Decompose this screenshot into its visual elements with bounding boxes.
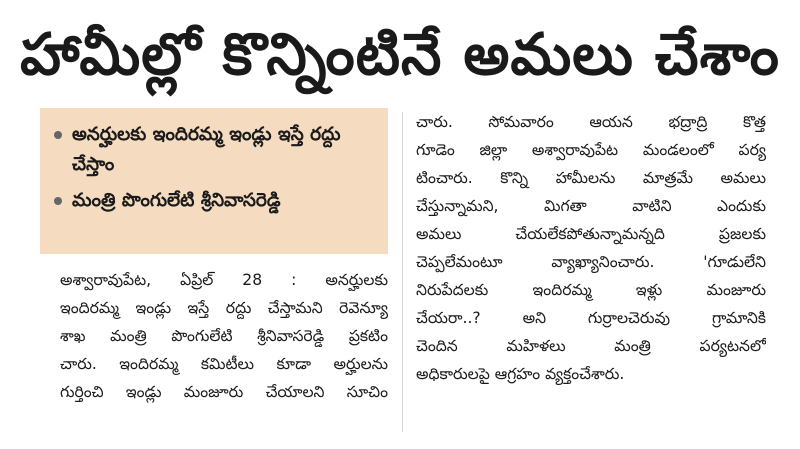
article-line: టించారు. కొన్ని హామీలను మాత్రమే అమలు [416, 169, 766, 187]
article-line: చెప్పలేమంటూ వ్యాఖ్యానించారు. 'గూడులేని [416, 253, 766, 271]
article-line: చారు. సోమవారం ఆయన భద్రాద్రి కొత్త [416, 113, 766, 131]
article-line: చెందిన మహిళలు మంత్రి పర్యటనలో [416, 337, 766, 355]
article-line: చేయరా..? అని గుర్రాలచెరువు గ్రామానికి [416, 309, 766, 327]
article-line: నిరుపేదలకు ఇందిరమ్మ ఇళ్లు మంజూరు [416, 281, 766, 299]
headline: హామీల్లో కొన్నింటినే అమలు చేశాం [20, 21, 780, 88]
article-line: అధికారులపై ఆగ్రహం వ్యక్తంచేశారు. [416, 365, 625, 383]
article-line: చేస్తున్నామని, మిగతా వాటిని ఎందుకు [416, 197, 766, 215]
column-divider [402, 112, 403, 432]
article-line: శాఖ మంత్రి పొంగులేటి శ్రీనివాసరెడ్డి ప్రకటిం [60, 327, 388, 345]
article-text-left [40, 266, 388, 406]
left-column [40, 108, 388, 440]
bullet-dot-icon [54, 197, 62, 205]
article-line: చారు. ఇందిరమ్మ కమిటీలు కూడా అర్హులను [60, 355, 388, 373]
article-line: గూడెం జిల్లా అశ్వారావుపేట మండలంలో పర్య [416, 141, 766, 159]
right-column [416, 108, 766, 440]
bullet-dot-icon [54, 131, 62, 139]
article-line: అశ్వారావుపేట, ఏప్రిల్ 28 : అనర్హులకు [60, 271, 388, 289]
highlight-item [50, 120, 378, 180]
article-line: అమలు చేయలేకపోతున్నామన్నది ప్రజలకు [416, 225, 766, 243]
highlight-text: అనర్హులకు ఇందిరమ్మ ఇండ్లు ఇస్తే రద్దు చేస్తాం [72, 124, 341, 175]
article-line: ఇందిరమ్మ ఇండ్లు ఇస్తే రద్దు చేస్తామని రెవెన్యూ [60, 299, 388, 317]
highlight-item [50, 186, 378, 216]
highlight-box [40, 108, 388, 254]
article-line: గుర్తించి ఇండ్లు మంజూరు చేయాలని సూచిం [60, 383, 388, 401]
article-text-right [416, 108, 766, 388]
highlight-text: మంత్రి పొంగులేటి శ్రీనివాసరెడ్డి [72, 190, 281, 211]
